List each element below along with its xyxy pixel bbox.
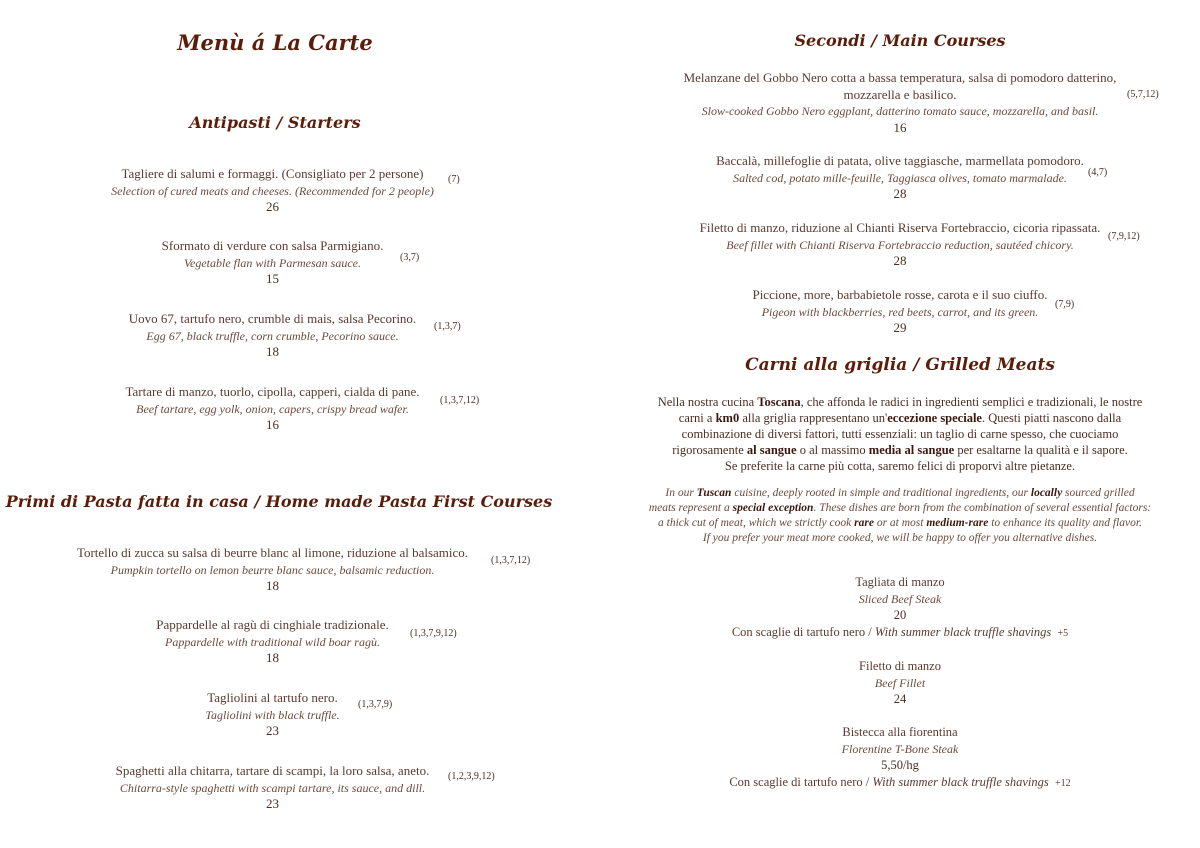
allergen-codes: (1,3,7) bbox=[434, 321, 461, 332]
allergen-codes: (4,7) bbox=[1088, 167, 1108, 178]
item-translation: Beef fillet with Chianti Riserva Fortebraccio reduction, sautéed chicory. bbox=[726, 237, 1074, 252]
item-price: 18 bbox=[266, 578, 279, 593]
item-price: 18 bbox=[266, 344, 279, 359]
item-name: Tagliolini al tartufo nero. bbox=[207, 690, 338, 705]
item-price: 5,50/hg bbox=[881, 758, 919, 772]
item-price: 26 bbox=[266, 199, 279, 214]
grill-item bbox=[600, 574, 1200, 642]
allergen-codes: (7,9) bbox=[1055, 299, 1075, 310]
menu-item bbox=[0, 617, 560, 667]
item-translation: Florentine T-Bone Steak bbox=[841, 741, 959, 756]
item-name: Pappardelle al ragù di cinghiale tradizionale. bbox=[156, 617, 389, 632]
item-translation: Slow-cooked Gobbo Nero eggplant, datterino tomato sauce, mozzarella, and basil. bbox=[701, 104, 1099, 118]
item-price: 24 bbox=[893, 692, 907, 706]
item-name: Tagliere di salumi e formaggi. (Consigliato per 2 persone) bbox=[121, 166, 424, 181]
item-price: 23 bbox=[266, 723, 279, 738]
allergen-codes: (1,3,7,9,12) bbox=[410, 628, 457, 639]
allergen-codes: (1,3,7,12) bbox=[491, 555, 531, 566]
item-translation: Selection of cured meats and cheeses. (Recommended for 2 people) bbox=[111, 183, 434, 198]
grill-item bbox=[600, 724, 1200, 792]
item-translation: Egg 67, black truffle, corn crumble, Pecorino sauce. bbox=[146, 328, 399, 343]
menu-item bbox=[0, 384, 560, 434]
allergen-codes: (3,7) bbox=[400, 252, 420, 263]
allergen-codes: (1,3,7,12) bbox=[440, 395, 480, 406]
item-name: Sformato di verdure con salsa Parmigiano. bbox=[161, 238, 384, 253]
item-price: 28 bbox=[893, 253, 907, 268]
item-name: Spaghetti alla chitarra, tartare di scampi, la loro salsa, aneto. bbox=[115, 763, 430, 778]
item-price: 20 bbox=[893, 608, 907, 622]
menu-item bbox=[0, 166, 560, 216]
allergen-codes: (7,9,12) bbox=[1108, 231, 1140, 242]
item-name: Tortello di zucca su salsa di beurre blanc al limone, riduzione al balsamico. bbox=[76, 545, 469, 560]
grill-heading: Carni alla griglia / Grilled Meats bbox=[745, 355, 1055, 375]
item-translation: Vegetable flan with Parmesan sauce. bbox=[184, 255, 361, 270]
item-translation: Pumpkin tortello on lemon beurre blanc sauce, balsamic reduction. bbox=[110, 562, 435, 577]
item-price: 16 bbox=[266, 417, 279, 432]
item-price: 18 bbox=[266, 650, 279, 665]
starters-heading: Antipasti / Starters bbox=[189, 113, 361, 132]
item-name: Uovo 67, tartufo nero, crumble di mais, salsa Pecorino. bbox=[128, 311, 417, 326]
truffle-extra: Con scaglie di tartufo nero / With summer black truffle shavings +5 bbox=[731, 624, 1069, 639]
item-name: Baccalà, millefoglie di patata, olive taggiasche, marmellata pomodoro. bbox=[716, 153, 1084, 168]
item-translation: Beef Fillet bbox=[874, 675, 926, 690]
grill-item bbox=[600, 658, 1200, 708]
item-price: 29 bbox=[893, 320, 907, 335]
item-name: Tartare di manzo, tuorlo, cipolla, capperi, cialda di pane. bbox=[125, 384, 420, 399]
item-price: 15 bbox=[266, 271, 279, 286]
item-translation: Sliced Beef Steak bbox=[858, 591, 942, 606]
item-price: 28 bbox=[893, 186, 907, 201]
item-translation: Pigeon with blackberries, red beets, carrot, and its green. bbox=[761, 304, 1039, 319]
item-translation: Salted cod, potato mille-feuille, Taggiasca olives, tomato marmalade. bbox=[733, 170, 1067, 185]
menu-item bbox=[600, 220, 1200, 270]
allergen-codes: (1,2,3,9,12) bbox=[448, 771, 495, 782]
item-name: Melanzane del Gobbo Nero cotta a bassa temperatura, salsa di pomodoro datterino, bbox=[683, 70, 1117, 85]
menu-item bbox=[0, 545, 560, 595]
allergen-codes: (1,3,7,9) bbox=[358, 699, 393, 710]
menu-item bbox=[600, 153, 1200, 203]
item-price: 16 bbox=[893, 119, 907, 135]
item-translation: Beef tartare, egg yolk, onion, capers, crispy bread wafer. bbox=[136, 401, 409, 416]
item-price: 23 bbox=[266, 796, 279, 811]
allergen-codes: (7) bbox=[448, 174, 460, 185]
item-translation: Chitarra-style spaghetti with scampi tartare, its sauce, and dill. bbox=[119, 780, 426, 795]
item-translation: Pappardelle with traditional wild boar ragù. bbox=[165, 634, 380, 649]
menu-item bbox=[600, 70, 1200, 136]
grill-description-it: Nella nostra cucina Toscana, che affonda le radici in ingredienti semplici e tradizionali, le nostre carni a km0 alla griglia rappresentano un'eccezione speciale. Questi piatti nascono dalla combinazione di diversi fattori, tutti essenziali: un taglio di carne spesso, che cuociamo rigorosamente al sangue o al massimo media al sangue per esaltarne la qualità e il sapore. Se preferite la carne più cotta, saremo felici di proporvi altre pietanze. bbox=[657, 395, 1143, 473]
item-name: Filetto di manzo bbox=[859, 659, 941, 673]
pasta-heading: Primi di Pasta fatta in casa / Home made Pasta First Courses bbox=[5, 492, 553, 511]
item-name-cont: mozzarella e basilico. bbox=[843, 86, 957, 102]
grill-description-en: In our Tuscan cuisine, deeply rooted in simple and traditional ingredients, our locally sourced grilled meats represent a special exception. These dishes are born from the combination of several essential factors: a thick cut of meat, which we strictly cook rare or at most medium-rare to enhance its quality and flavor. If you prefer your meat more cooked, we will be happy to offer you alternative dishes. bbox=[648, 487, 1152, 544]
item-name: Piccione, more, barbabietole rosse, carota e il suo ciuffo. bbox=[752, 287, 1048, 302]
item-name: Bistecca alla fiorentina bbox=[842, 725, 958, 739]
menu-title: Menù á La Carte bbox=[177, 30, 373, 55]
mains-heading: Secondi / Main Courses bbox=[794, 31, 1006, 50]
item-name: Tagliata di manzo bbox=[855, 575, 945, 589]
allergen-codes: (5,7,12) bbox=[1127, 89, 1159, 100]
menu-item bbox=[600, 287, 1200, 337]
item-translation: Tagliolini with black truffle. bbox=[205, 707, 340, 722]
truffle-extra: Con scaglie di tartufo nero / With summer black truffle shavings +12 bbox=[729, 774, 1071, 789]
menu-item bbox=[0, 690, 560, 740]
item-name: Filetto di manzo, riduzione al Chianti Riserva Fortebraccio, cicoria ripassata. bbox=[699, 220, 1101, 235]
menu-item bbox=[0, 311, 560, 361]
menu-item bbox=[0, 238, 560, 288]
